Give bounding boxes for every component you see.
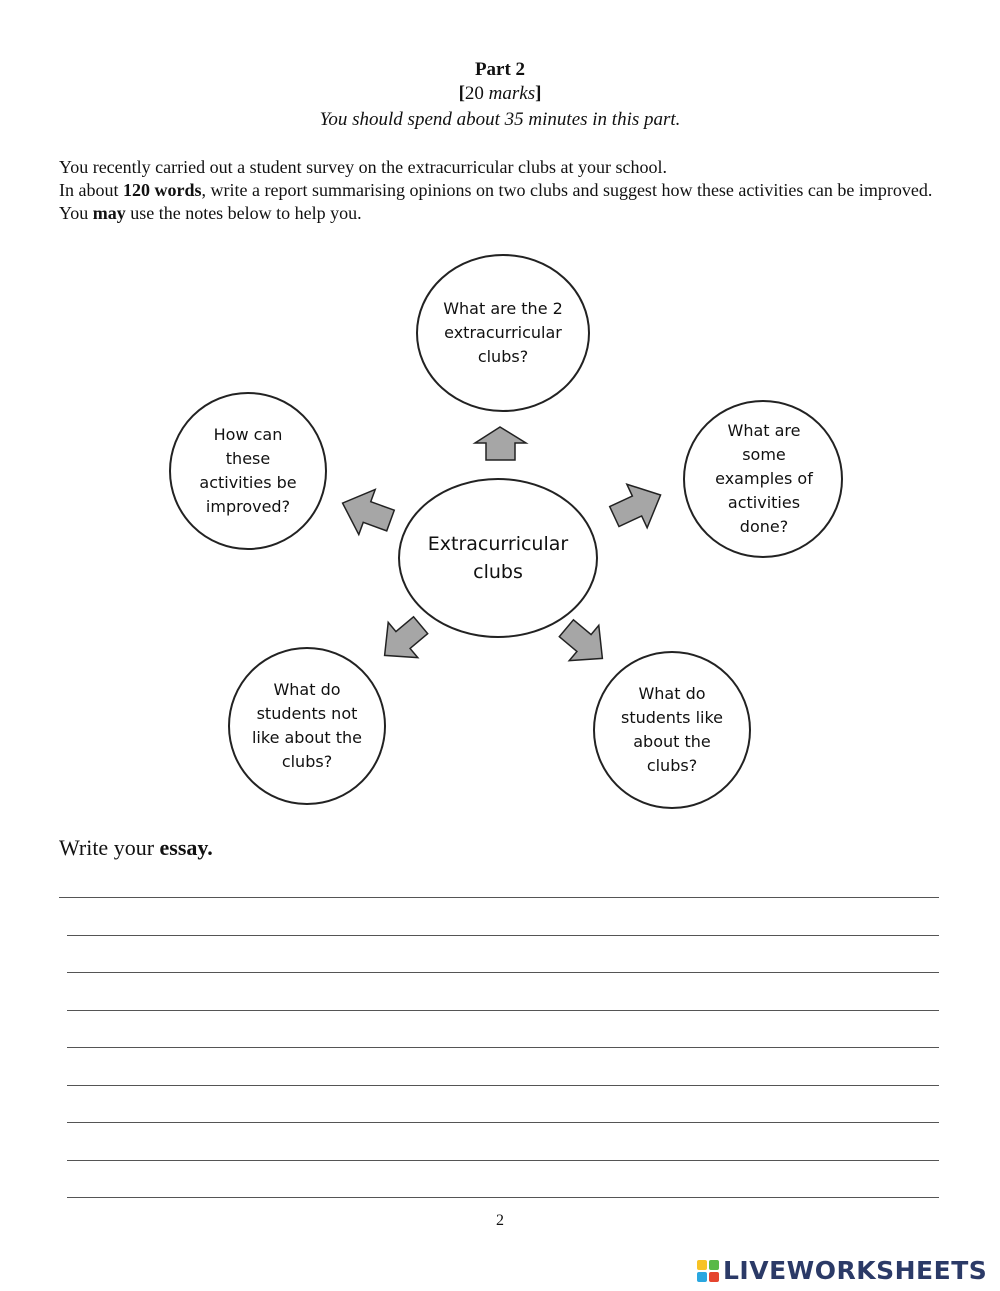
arrow-down-right-icon: [552, 611, 618, 676]
writing-line[interactable]: [67, 935, 939, 936]
liveworksheets-logo[interactable]: [697, 1254, 987, 1288]
instruction-3-post: use the notes below to help you.: [125, 203, 362, 223]
arrow-up-icon: [475, 427, 526, 460]
writing-line[interactable]: [67, 1010, 939, 1011]
page-number: 2: [496, 1212, 504, 1229]
instructions: [59, 156, 939, 225]
logo-block-4: [709, 1272, 719, 1282]
arrow-right-icon: [604, 473, 671, 538]
bottom-right-question: What do students like about the clubs?: [620, 684, 723, 775]
writing-line[interactable]: [67, 1085, 939, 1086]
essay-word: essay.: [159, 835, 213, 860]
writing-line[interactable]: [67, 1122, 939, 1123]
instruction-line-1: You recently carried out a student survey on the extracurricular clubs at your school.: [59, 157, 667, 177]
top-question: What are the 2 extracurricular clubs?: [443, 299, 563, 366]
logo-block-3: [697, 1272, 707, 1282]
marks-number: 20: [464, 83, 484, 104]
marks-close-bracket: ]: [535, 83, 542, 104]
instruction-3-pre: You: [59, 203, 93, 223]
marks-word: marks: [488, 83, 536, 104]
instruction-2-pre: In about: [59, 180, 123, 200]
writing-line[interactable]: [67, 1047, 939, 1048]
page-header: [0, 58, 1000, 134]
logo-text: LIVEWORKSHEETS: [723, 1256, 988, 1285]
writing-line[interactable]: [67, 1160, 939, 1161]
arrow-down-left-icon: [370, 608, 436, 673]
part-title: Part 2: [474, 59, 526, 80]
time-guidance: You should spend about 35 minutes in this part.: [319, 109, 681, 130]
essay-prompt: [59, 834, 213, 862]
center-label: Extracurricular clubs: [427, 533, 569, 583]
writing-line[interactable]: [67, 972, 939, 973]
marks-open-bracket: [: [458, 83, 465, 104]
marks-label: [0, 82, 1000, 106]
bottom-left-question: What do students not like about the clubs?: [251, 680, 363, 771]
instruction-2-post: , write a report summarising opinions on two clubs and suggest how these activities can be improved.: [201, 180, 933, 200]
logo-block-2: [709, 1260, 719, 1270]
word-count: 120 words: [122, 180, 202, 200]
instruction-line-2: [59, 179, 939, 202]
essay-prompt-pre: Write your: [59, 835, 160, 860]
mind-map-diagram: [0, 240, 1000, 820]
left-question: How can these activities be improved?: [199, 425, 297, 516]
writing-line[interactable]: [67, 1197, 939, 1198]
right-question: What are some examples of activities done?: [715, 421, 813, 536]
arrow-left-icon: [334, 481, 398, 544]
logo-block-1: [697, 1260, 707, 1270]
logo-blocks-icon: [697, 1260, 719, 1282]
may-emphasis: may: [92, 203, 126, 223]
writing-line[interactable]: [59, 897, 939, 898]
instruction-line-3: [59, 202, 939, 225]
